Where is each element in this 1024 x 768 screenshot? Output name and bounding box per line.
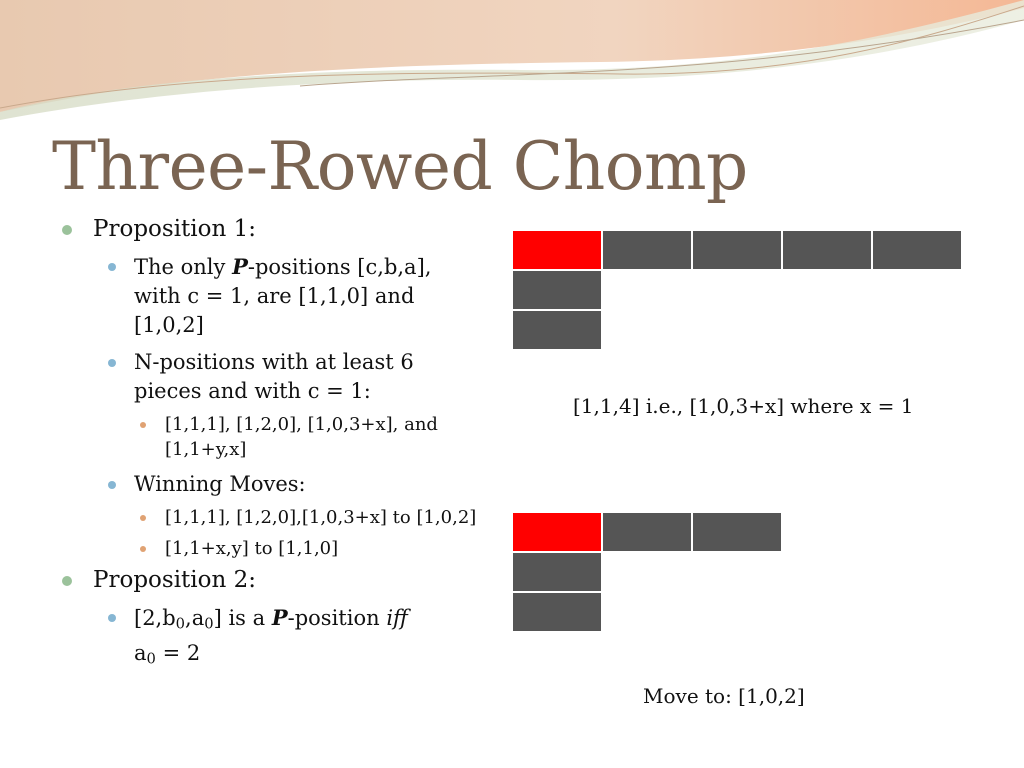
bullet-dot-icon xyxy=(62,576,72,586)
prop2-text-part: a xyxy=(134,640,147,665)
bullet-n-positions-list xyxy=(62,412,482,462)
chomp-square xyxy=(512,552,602,592)
chomp-square xyxy=(512,270,602,310)
board-1-caption: [1,1,4] i.e., [1,0,3+x] where x = 1 xyxy=(573,394,914,418)
bullet-dot-icon xyxy=(140,422,146,428)
bullet-winning-move-1 xyxy=(62,505,482,530)
bullet-dot-icon xyxy=(108,481,116,489)
chomp-square xyxy=(872,230,962,270)
poison-square xyxy=(512,230,602,270)
proposition-2-heading: Proposition 2: xyxy=(93,567,256,593)
bullet-proposition-1 xyxy=(62,214,482,244)
bullet-list xyxy=(62,210,482,673)
proposition-1-heading: Proposition 1: xyxy=(93,216,256,242)
winning-move-1-text: [1,1,1], [1,2,0],[1,0,3+x] to [1,0,2] xyxy=(165,507,477,528)
board-2-caption: Move to: [1,0,2] xyxy=(643,684,805,708)
poison-square xyxy=(512,512,602,552)
prop2-text-part: [2,b xyxy=(134,606,176,630)
bullet-dot-icon xyxy=(108,614,116,622)
chomp-square xyxy=(512,310,602,350)
iff-text: iff xyxy=(386,606,408,630)
chomp-square xyxy=(692,230,782,270)
n-positions-text: N-positions with at least 6 pieces and with c = 1: xyxy=(134,350,414,403)
chomp-square xyxy=(692,512,782,552)
p-positions-text-end: -positions [c,b,a], with c = 1, are [1,1,0] and [1,0,2] xyxy=(134,255,432,337)
prop2-text-part: ,a xyxy=(185,606,205,630)
prop2-text-part: ] is a xyxy=(213,606,272,630)
chomp-square xyxy=(512,592,602,632)
prop2-subscript: 0 xyxy=(204,615,214,633)
bullet-p-positions xyxy=(62,252,482,340)
prop2-subscript: 0 xyxy=(146,650,156,668)
bullet-winning-moves xyxy=(62,470,482,499)
chomp-square xyxy=(602,512,692,552)
chomp-square xyxy=(602,230,692,270)
winning-moves-text: Winning Moves: xyxy=(134,472,306,496)
bullet-dot-icon xyxy=(140,546,146,552)
bullet-proposition-2-statement xyxy=(62,603,482,673)
n-positions-list-text: [1,1,1], [1,2,0], [1,0,3+x], and [1,1+y,x] xyxy=(165,414,438,460)
bullet-proposition-2 xyxy=(62,565,482,595)
p-positions-text-start: The only xyxy=(134,255,233,279)
bullet-dot-icon xyxy=(140,515,146,521)
prop2-text-part: = 2 xyxy=(155,640,201,665)
winning-move-2-text: [1,1+x,y] to [1,1,0] xyxy=(165,538,339,559)
bullet-winning-move-2 xyxy=(62,536,482,561)
bullet-dot-icon xyxy=(108,263,116,271)
prop2-text-part: -position xyxy=(287,606,387,630)
bullet-n-positions xyxy=(62,348,482,406)
slide-title: Three-Rowed Chomp xyxy=(52,128,748,205)
header-wave-decoration xyxy=(0,0,1024,120)
p-letter: P xyxy=(232,254,248,279)
p-letter: P xyxy=(271,605,288,630)
bullet-dot-icon xyxy=(108,359,116,367)
prop2-subscript: 0 xyxy=(175,615,186,633)
chomp-square xyxy=(782,230,872,270)
bullet-dot-icon xyxy=(62,225,72,235)
